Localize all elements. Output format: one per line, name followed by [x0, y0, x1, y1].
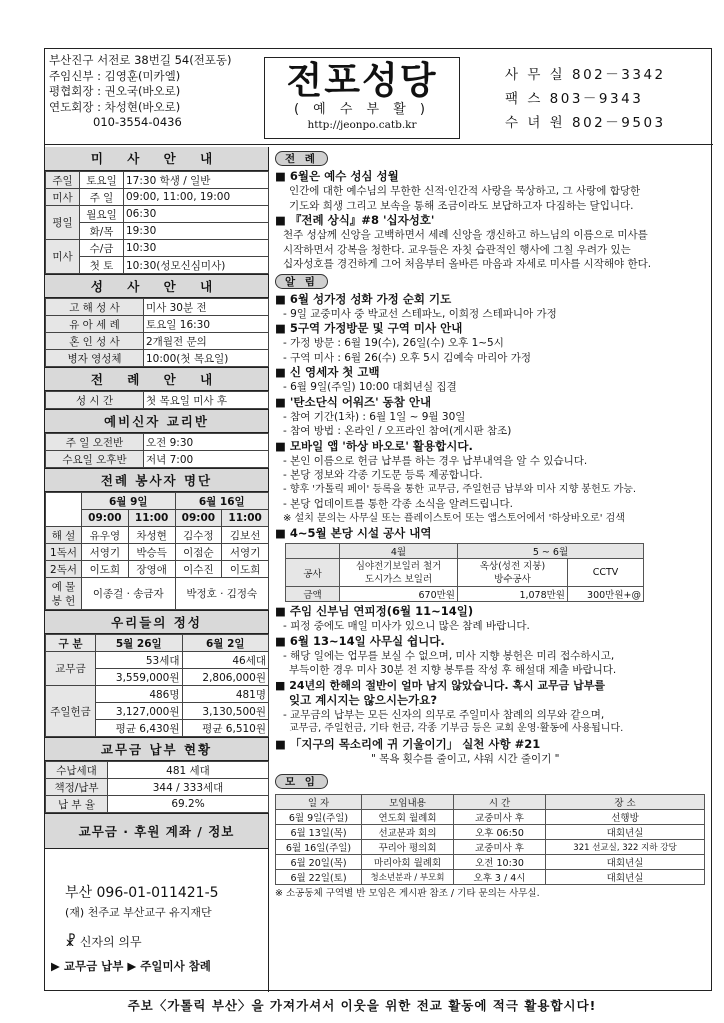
sacrament-cell: 10:00(첫 목요일)	[144, 350, 269, 367]
bulletin-frame	[44, 48, 712, 991]
item-heading: ■ 6월 13~14일 사무실 쉽니다.	[275, 633, 445, 648]
offering-header: 6월 2일	[182, 635, 269, 652]
meeting-cell: 오후 3 / 4시	[454, 870, 546, 885]
mass-title: 미 사 안 내	[45, 147, 268, 171]
mass-cell: 수/금	[80, 240, 124, 257]
item-text: 십자성호를 경건하게 그어 처음부터 올바른 마음과 자세로 미사를 시작해야 한다.	[283, 258, 652, 270]
meeting-cell: 꾸리아 평의회	[362, 840, 454, 855]
account-holder: (재) 천주교 부산교구 유지재단	[65, 906, 212, 919]
works-header: 5 ~ 6월	[458, 544, 644, 559]
dues-title: 교무금 납부 현황	[45, 737, 268, 761]
servers-cell: 이종걸 · 송금자	[82, 578, 176, 610]
item-text: - 본당 정보와 각종 기도문 등록 제공합니다.	[283, 469, 483, 481]
item-text: 부득이한 경우 미사 30분 전 지향 봉투를 작성 후 해설대 제출 바랍니다.	[289, 664, 617, 676]
dues-cell: 344 / 333세대	[108, 779, 269, 796]
works-table	[285, 543, 644, 602]
bank-box	[45, 849, 268, 974]
item-text: - 9일 교중미사 중 박교선 스테파노, 이희정 스테파니아 가정	[283, 307, 557, 320]
mass-cell: 19:30	[124, 223, 269, 240]
item-text: - 피정 중에도 매일 미사가 있으니 많은 참례 바랍니다.	[283, 620, 530, 632]
offering-header: 5월 26일	[96, 635, 183, 652]
catechumen-cell: 저녁 7:00	[144, 451, 269, 468]
offering-label: 주일헌금	[46, 686, 96, 737]
works-cell: 심야전기보일러 철거	[355, 560, 442, 572]
convent-phone: 수 녀 원 802－9503	[505, 115, 666, 131]
meeting-header: 장 소	[546, 795, 705, 810]
works-label: 금액	[286, 587, 340, 602]
meeting-badge: 모 임	[275, 774, 328, 789]
meeting-cell: 교중미사 후	[454, 840, 546, 855]
council-president: 평협회장 : 권오국(바오로)	[49, 84, 181, 98]
servers-cell: 서영기	[222, 544, 269, 561]
item-text: - 본당 업데이트를 통한 각종 소식을 알려드립니다.	[283, 498, 514, 510]
meeting-cell: 대회년실	[546, 870, 705, 885]
meeting-cell: 6월 9일(주일)	[276, 810, 362, 825]
offering-table	[45, 634, 269, 737]
item-text: 기도와 희생 그리고 보속을 통해 조금이라도 보답하고자 다짐하는 달입니다.	[289, 199, 634, 212]
meeting-cell: 연도회 월례회	[362, 810, 454, 825]
servers-cell: 차성현	[128, 527, 175, 544]
servers-time: 11:00	[222, 510, 269, 527]
office-phone: 사 무 실 802－3342	[505, 67, 666, 83]
works-cell: 방수공사	[494, 573, 531, 585]
sacrament-title: 성 사 안 내	[45, 274, 268, 298]
sacrament-cell: 2개월전 문의	[144, 333, 269, 350]
servers-cell: 이수진	[175, 561, 222, 578]
mass-cell: 09:00, 11:00, 19:00	[124, 189, 269, 206]
meeting-header: 일 자	[276, 795, 362, 810]
servers-cell: 이점순	[175, 544, 222, 561]
works-cell: 옥상(성전 지붕)	[479, 560, 546, 572]
mass-cell: 10:30(성모신심미사)	[124, 257, 269, 274]
works-cell: CCTV	[568, 559, 644, 587]
meeting-table	[275, 794, 705, 885]
item-text: - 구역 미사 : 6월 26(수) 오후 5시 김예숙 마리아 가정	[283, 351, 532, 364]
title-box	[264, 57, 460, 139]
meeting-cell: 321 선교실, 322 지하 강당	[546, 840, 705, 855]
liturgy-cell: 성 시 간	[46, 392, 144, 409]
servers-time: 09:00	[175, 510, 222, 527]
item-text: 천주 성삼께 신앙을 고백하면서 세례 신앙을 갱신하고 하느님의 이름으로 미사를	[283, 229, 648, 241]
left-column	[45, 147, 269, 992]
mass-table	[45, 171, 269, 274]
servers-cell: 김보선	[222, 527, 269, 544]
offering-cell: 53세대	[96, 652, 183, 669]
sacrament-cell: 유 아 세 례	[46, 316, 144, 333]
catechumen-cell: 오전 9:30	[144, 434, 269, 451]
item-heading: ■ 6월 성가정 성화 가정 순회 기도	[275, 291, 452, 306]
notice-badge: 알 림	[275, 274, 328, 289]
offering-cell: 평균 6,510원	[182, 720, 269, 737]
mass-cell: 첫 토	[80, 257, 124, 274]
liturgy-badge: 전 례	[275, 151, 328, 166]
mass-cell: 주일	[46, 172, 80, 189]
offering-cell: 3,130,500원	[182, 703, 269, 720]
servers-cell: 박정호 · 김정숙	[175, 578, 269, 610]
meeting-cell: 마리아회 월례회	[362, 855, 454, 870]
phone: 010-3554-0436	[93, 115, 182, 129]
mass-cell: 토요일	[80, 172, 124, 189]
mass-cell: 17:30 학생 / 일반	[124, 172, 269, 189]
meeting-note: ※ 소공동체 구역별 반 모임은 게시판 참조 / 기타 문의는 사무실.	[275, 888, 540, 899]
item-heading: ■ 5구역 가정방문 및 구역 미사 안내	[275, 321, 463, 335]
sacrament-cell: 토요일 16:30	[144, 316, 269, 333]
offering-cell: 3,559,000원	[96, 669, 183, 686]
offering-cell: 486명	[96, 686, 183, 703]
item-text: 인간에 대한 예수님의 무한한 신적·인간적 사랑을 묵상하고, 그 사랑에 합당한	[289, 185, 641, 197]
mass-cell: 10:30	[124, 240, 269, 257]
dues-cell: 481 세대	[108, 762, 269, 779]
meeting-cell: 오후 06:50	[454, 825, 546, 840]
servers-date: 6월 16일	[175, 493, 269, 510]
works-label: 공사	[286, 559, 340, 587]
item-text: - 향후 '가톨릭 페이' 등록을 통한 교무금, 주일헌금 납부와 미사 지향 봉헌도 가능.	[283, 483, 637, 495]
works-cell: 1,078만원	[458, 587, 568, 602]
pastor: 주임신부 : 김영훈(미카엘)	[49, 68, 181, 83]
meeting-cell: 6월 22일(토)	[276, 870, 362, 885]
website-link[interactable]: http://jeonpo.catb.kr	[307, 119, 417, 131]
item-text: - 가정 방문 : 6월 19(수), 26일(수) 오후 1~5시	[283, 337, 504, 349]
meeting-header: 모임내용	[362, 795, 454, 810]
item-text: - 참여 방법 : 온라인 / 오프라인 참여(게시판 참조)	[283, 425, 512, 437]
mass-cell: 06:30	[124, 206, 269, 223]
dues-label: 납 부 율	[46, 796, 108, 813]
servers-time: 09:00	[82, 510, 129, 527]
servers-cell: 이도희	[82, 561, 129, 578]
item-heading: ■ 6월은 예수 성심 성월	[275, 169, 399, 183]
item-heading: ■ 신 영세자 첫 고백	[275, 365, 380, 379]
item-text: - 6월 9일(주일) 10:00 대회년실 집결	[283, 381, 457, 393]
pax-icon: ☧	[65, 934, 76, 950]
catechumen-cell: 수요일 오후반	[46, 451, 144, 468]
bank-title: 교무금 · 후원 계좌 / 정보	[45, 813, 268, 849]
servers-title: 전례 봉사자 명단	[45, 468, 268, 492]
servers-cell: 박승득	[128, 544, 175, 561]
liturgy-table	[45, 391, 269, 409]
right-column	[271, 147, 713, 972]
item-text: " 목욕 횟수를 줄이고, 샤워 시간 줄이기 "	[371, 752, 560, 765]
servers-cell: 서영기	[82, 544, 129, 561]
sacrament-table	[45, 298, 269, 367]
catechumen-title: 예비신자 교리반	[45, 409, 268, 433]
header	[45, 49, 713, 145]
fax: 팩 스 803－9343	[505, 91, 644, 107]
liturgy-cell: 첫 목요일 미사 후	[144, 392, 269, 409]
servers-role: 예 물 봉 헌	[46, 578, 82, 610]
sacrament-cell: 혼 인 성 사	[46, 333, 144, 350]
parish-title: 전포성당	[286, 58, 438, 102]
duty-items: ▶ 교무금 납부 ▶ 주일미사 참례	[51, 959, 211, 973]
meeting-cell: 6월 13일(목)	[276, 825, 362, 840]
meeting-cell: 6월 20일(목)	[276, 855, 362, 870]
item-heading: ■ 「지구의 목소리에 귀 기울이기」 실천 사항 #21	[275, 736, 541, 751]
works-cell: 300만원+@	[568, 587, 644, 602]
liturgical-season: ( 예 수 부 활 )	[293, 102, 431, 117]
mass-cell: 월요일	[80, 206, 124, 223]
offering-title: 우리들의 정성	[45, 610, 268, 634]
item-text: - 참여 기간(1차) : 6월 1일 ~ 9월 30일	[283, 410, 466, 423]
offering-label: 교무금	[46, 652, 96, 686]
offering-cell: 481명	[182, 686, 269, 703]
dues-cell: 69.2%	[108, 796, 269, 813]
meeting-cell: 선교분과 회의	[362, 825, 454, 840]
works-cell: 670만원	[340, 587, 458, 602]
sacrament-cell: 병자 영성체	[46, 350, 144, 367]
item-text: 시작하면서 강복을 청한다. 교우들은 자칫 습관적인 행사에 그칠 우려가 있는	[283, 243, 631, 256]
offering-cell: 3,127,000원	[96, 703, 183, 720]
item-text: ※ 설치 문의는 사무실 또는 플레이스토어 또는 앱스토어에서 '하상바오로' 검색	[283, 512, 625, 524]
meeting-cell: 선행방	[546, 810, 705, 825]
offering-header: 구 분	[46, 635, 96, 652]
item-heading: ■ 24년의 한해의 절반이 얼마 남지 않았습니다. 혹시 교무금 납부를	[275, 678, 605, 692]
sacrament-cell: 고 해 성 사	[46, 299, 144, 316]
item-text: 교무금, 주일헌금, 기타 헌금, 각종 기부금 등은 교회 운영·활동에 사용됩니다.	[289, 723, 624, 734]
bank-account: 부산 096-01-011421-5	[65, 885, 219, 901]
servers-role: 2독서	[46, 561, 82, 578]
item-text: - 교무금의 납부는 모든 신자의 의무로 주일미사 참례의 의무와 같으며,	[283, 708, 605, 721]
address: 부산진구 서전로 38번길 54(전포동)	[49, 53, 232, 67]
duty-title: 신자의 의무	[79, 935, 142, 949]
meeting-cell: 교중미사 후	[454, 810, 546, 825]
liturgy-title: 전 례 안 내	[45, 367, 268, 391]
item-text: - 본인 이름으로 헌금 납부를 하는 경우 납부내역을 알 수 있습니다.	[283, 454, 588, 467]
servers-cell: 장영애	[128, 561, 175, 578]
meeting-header: 시 간	[454, 795, 546, 810]
mass-cell: 평일	[46, 206, 80, 240]
servers-cell: 유우영	[82, 527, 129, 544]
works-header: 4월	[340, 544, 458, 559]
dues-label: 수납세대	[46, 762, 108, 779]
servers-cell: 이도희	[222, 561, 269, 578]
offering-cell: 46세대	[182, 652, 269, 669]
meeting-cell: 대회년실	[546, 825, 705, 840]
parish-info	[49, 53, 261, 131]
item-heading: 잊고 계시지는 않으시는가요?	[289, 692, 437, 707]
yeondo-president: 연도회장 : 차성현(바오로)	[49, 99, 181, 114]
servers-table	[45, 492, 269, 610]
dues-label: 책정/납부	[46, 779, 108, 796]
footer-banner: 주보〈가톨릭 부산〉을 가져가셔서 이웃을 위한 전교 활동에 적극 활용합시다!	[127, 998, 597, 1013]
works-cell: 도시가스 보일러	[364, 573, 433, 585]
item-heading: ■ 4~5월 본당 시설 공사 내역	[275, 526, 432, 540]
item-text: - 해당 일에는 업무를 보실 수 없으며, 미사 지향 봉헌은 미리 접수하시고,	[283, 649, 615, 662]
servers-time: 11:00	[128, 510, 175, 527]
item-heading: ■ 『전례 상식』#8 '십자성호'	[275, 213, 435, 227]
item-heading: ■ 모바일 앱 '하상 바오로' 활용합시다.	[275, 438, 473, 453]
meeting-cell: 오전 10:30	[454, 855, 546, 870]
dues-table	[45, 761, 269, 813]
servers-role: 1독서	[46, 544, 82, 561]
catechumen-table	[45, 433, 269, 468]
meeting-cell: 청소년분과 / 부모회	[362, 870, 454, 885]
item-heading: ■ 주임 신부님 연피정(6월 11~14일)	[275, 604, 474, 618]
sacrament-cell: 미사 30분 전	[144, 299, 269, 316]
contacts	[505, 63, 709, 135]
mass-cell: 미사	[46, 189, 80, 206]
mass-cell: 주 일	[80, 189, 124, 206]
meeting-cell: 대회년실	[546, 855, 705, 870]
mass-cell: 미사	[46, 240, 80, 274]
mass-cell: 화/목	[80, 223, 124, 240]
catechumen-cell: 주 일 오전반	[46, 434, 144, 451]
servers-cell: 김수정	[175, 527, 222, 544]
duty-line	[65, 933, 268, 950]
servers-role: 해 설	[46, 527, 82, 544]
offering-cell: 평균 6,430원	[96, 720, 183, 737]
offering-cell: 2,806,000원	[182, 669, 269, 686]
item-heading: ■ '탄소단식 어워즈' 동참 안내	[275, 394, 432, 409]
meeting-cell: 6월 16일(주일)	[276, 840, 362, 855]
servers-date: 6월 9일	[82, 493, 176, 510]
